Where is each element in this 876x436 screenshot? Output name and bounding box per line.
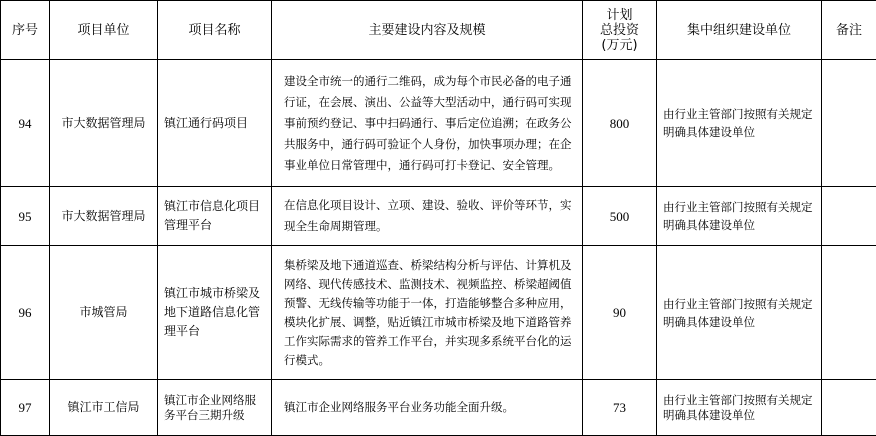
- row-project-name: 镇江市城市桥梁及地下道路信息化管理平台: [158, 246, 272, 380]
- header-org: 集中组织建设单位: [657, 1, 822, 60]
- row-seq: 94: [1, 60, 50, 187]
- row-invest: 800: [583, 60, 657, 187]
- row-content: 建设全市统一的通行二维码，成为每个市民必备的电子通行证，在会展、演出、公益等大型活动中，通行码可实现事前预约登记、事中扫码通行、事后定位追溯；在政务公共服务中，通行码可验证个人身份，加快事项办理；在企事业单位日常管理中，通行码可打卡登记、安全管理。: [272, 60, 583, 187]
- row-project-name: 镇江市信息化项目管理平台: [158, 187, 272, 246]
- row-org: 由行业主管部门按照有关规定明确具体建设单位: [657, 246, 822, 380]
- table-row: [1, 60, 876, 187]
- row-invest: 73: [583, 380, 657, 436]
- row-unit: 市城管局: [50, 246, 158, 380]
- row-remark: [822, 187, 876, 246]
- row-unit: 镇江市工信局: [50, 380, 158, 436]
- table-row: [1, 246, 876, 380]
- row-seq: 97: [1, 380, 50, 436]
- row-project-name: 镇江通行码项目: [158, 60, 272, 187]
- row-invest: 90: [583, 246, 657, 380]
- table-row: [1, 187, 876, 246]
- row-unit: 市大数据管理局: [50, 187, 158, 246]
- header-row: [1, 1, 876, 60]
- header-invest: [583, 1, 657, 60]
- header-content: 主要建设内容及规模: [272, 1, 583, 60]
- header-invest-line2: 总投资: [599, 22, 639, 38]
- header-remark: 备注: [822, 1, 876, 60]
- header-seq: 序号: [1, 1, 50, 60]
- table-row: [1, 380, 876, 436]
- row-unit: 市大数据管理局: [50, 60, 158, 187]
- row-org: 由行业主管部门按照有关规定明确具体建设单位: [657, 187, 822, 246]
- row-content: 在信息化项目设计、立项、建设、验收、评价等环节，实现全生命周期管理。: [272, 187, 583, 246]
- row-org: 由行业主管部门按照有关规定明确具体建设单位: [657, 380, 822, 436]
- row-project-name: 镇江市企业网络服务平台三期升级: [158, 380, 272, 436]
- row-invest: 500: [583, 187, 657, 246]
- row-seq: 96: [1, 246, 50, 380]
- row-content: 镇江市企业网络服务平台业务功能全面升级。: [272, 380, 583, 436]
- row-content: 集桥梁及地下通道巡查、桥梁结构分析与评估、计算机及网络、现代传感技术、监测技术、视频监控、桥梁超阈值预警、无线传输等功能于一体，打造能够整合多种应用，模块化扩展、调整，贴近镇江市城市桥梁及地下道路管养工作实际需求的管养工作平台，并实现多系统平台化的运行模式。: [272, 246, 583, 380]
- row-org: 由行业主管部门按照有关规定明确具体建设单位: [657, 60, 822, 187]
- row-remark: [822, 246, 876, 380]
- header-unit: 项目单位: [50, 1, 158, 60]
- header-name: 项目名称: [158, 1, 272, 60]
- header-invest-line1: 计划: [606, 7, 633, 23]
- header-invest-line3: (万元): [601, 37, 638, 53]
- row-remark: [822, 380, 876, 436]
- row-seq: 95: [1, 187, 50, 246]
- row-remark: [822, 60, 876, 187]
